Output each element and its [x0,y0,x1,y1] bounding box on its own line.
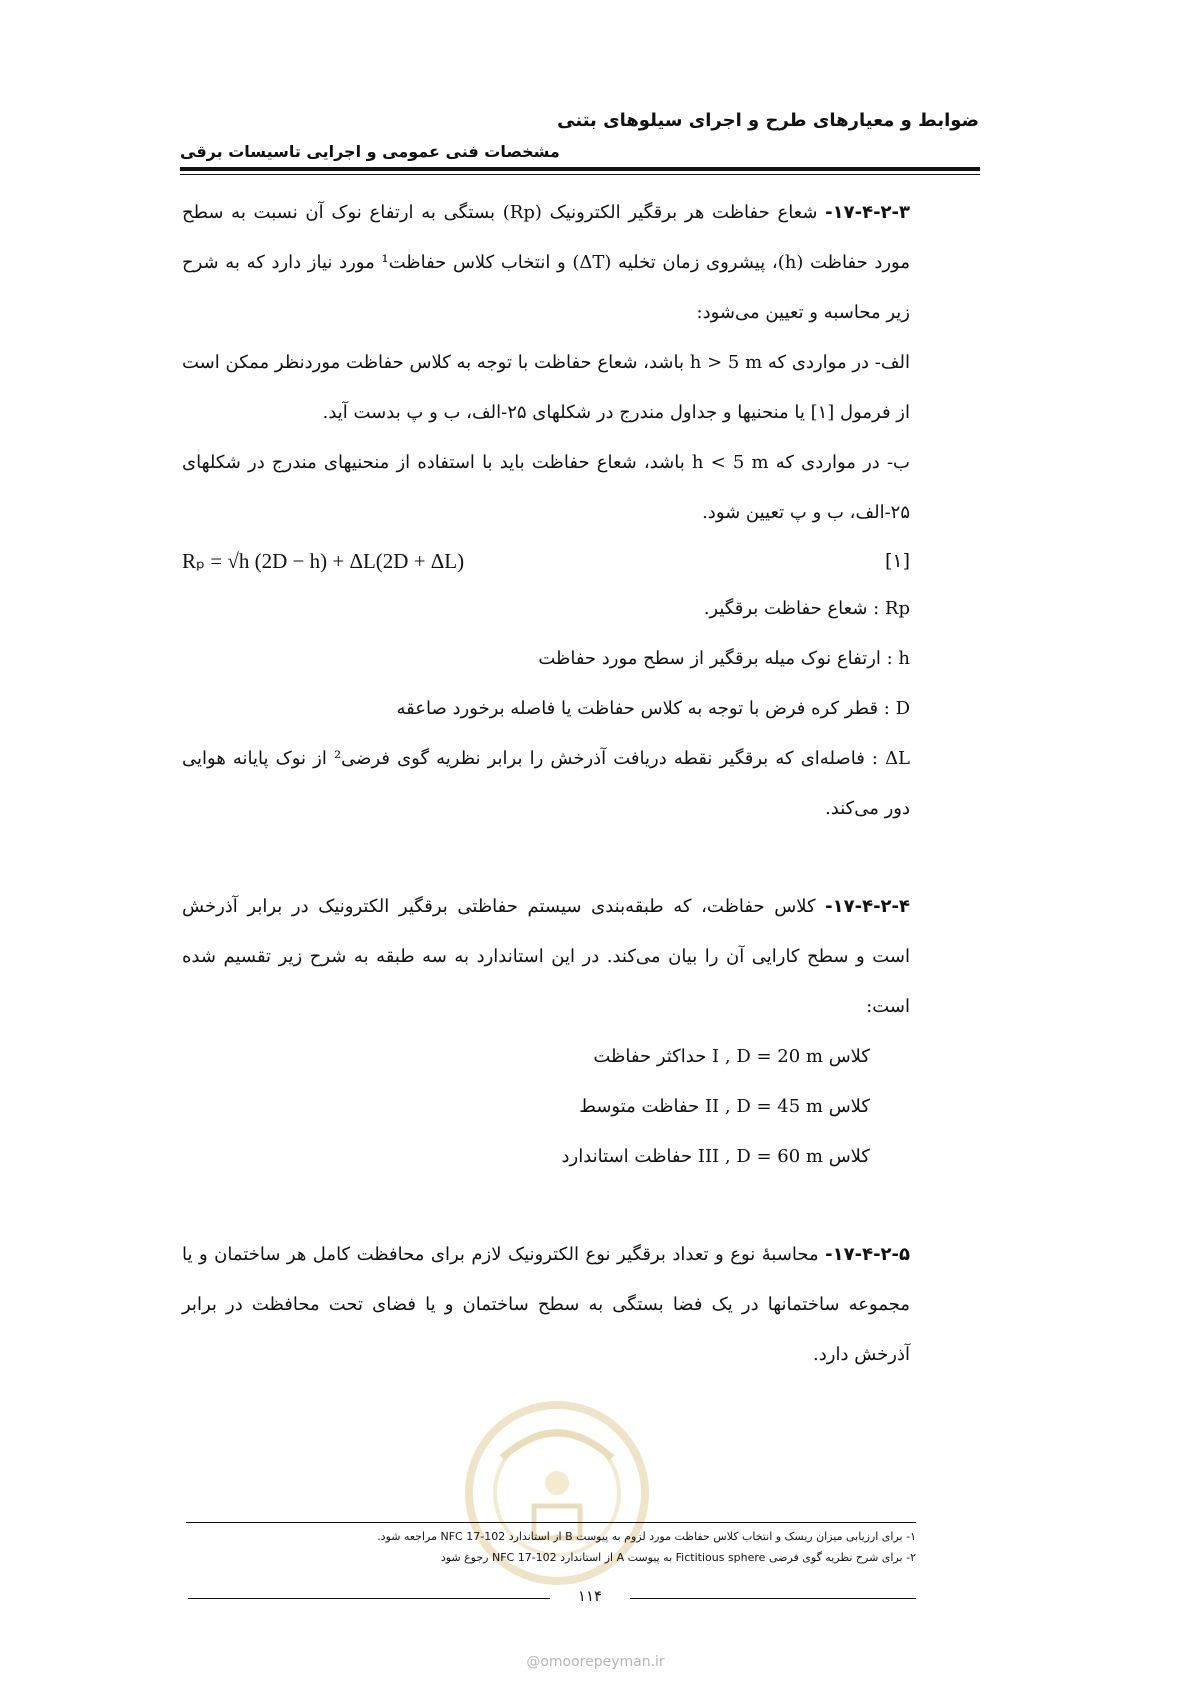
definition-h: h : ارتفاع نوک میله برقگیر از سطح مورد حفاظت [538,648,910,669]
class-item: کلاس II , D = 45 m حفاظت متوسط [579,1096,870,1117]
footnote-2: ۲- برای شرح نظریه گوی فرضی Fictitious sphere به پیوست A از استاندارد NFC 17-102 رجوع شود [440,1551,916,1564]
section-17-4-2-4 [182,882,910,1032]
definition-d: D : قطر کره فرض با توجه به کلاس حفاظت یا فاصله برخورد صاعقه [396,698,910,719]
spacer [182,834,910,882]
formula-row [182,538,910,584]
section-text: کلاس حفاظت، که طبقه‌بندی سیستم حفاظتی برقگیر الکترونیک در برابر آذرخش است و سطح کارایی آن را بیان می‌کند. در این استاندارد به سه طبقه به شرح زیر تقسیم شده است: [182,896,910,1017]
page-number-rule-right [630,1598,916,1599]
class-item: کلاس I , D = 20 m حداکثر حفاظت [593,1046,870,1067]
page-number: ۱۱۴ [560,1587,620,1605]
formula-expression: Rₚ = √h (2D − h) + ΔL(2D + ΔL) [182,549,465,573]
header-subtitle: مشخصات فنی عمومی و اجرایی تاسیسات برقی [180,142,560,161]
section-text: شعاع حفاظت هر برقگیر الکترونیک (Rp) بستگی به ارتفاع نوک آن نسبت به سطح مورد حفاظت (h)، پیشروی زمان تخلیه (ΔT) و انتخاب کلاس حفاظت¹ مورد نیاز دارد که به شرح زیر محاسبه و تعیین می‌شود: [182,202,910,323]
spacer [182,1182,910,1230]
section-17-4-2-3 [182,188,910,338]
footnotes [186,1526,916,1568]
class-list [182,1032,870,1182]
section-text: محاسبهٔ نوع و تعداد برقگیر نوع الکترونیک لازم برای محافظت کامل هر ساختمان و یا مجموعه ساختمانها در یک فضا بستگی به سطح ساختمان و یا فضای تحت محافظت در برابر آذرخش دارد. [182,1244,910,1365]
section-number: ۱۷-۴-۲-۵- [825,1244,910,1265]
header-rule-thick [180,167,980,171]
page-body [182,188,910,1380]
site-watermark-text: @omoorepeyman.ir [526,1654,665,1670]
header-title: ضوابط و معیارهای طرح و اجرای سیلوهای بتنی [557,110,979,131]
footnote-1: ۱- برای ارزیابی میزان ریسک و انتخاب کلاس حفاظت مورد لزوم به پیوست B از استاندارد NFC 17-102 مراجعه شود. [377,1530,916,1543]
definition-rp: Rp : شعاع حفاظت برقگیر. [703,598,910,619]
item-b: ب- در مواردی که h < 5 m باشد، شعاع حفاظت باید با استفاده از منحنیهای مندرج در شکلهای ۲۵-الف، ب و پ تعیین شود. [182,452,910,523]
section-17-4-2-5 [182,1230,910,1380]
header-rule-thin [180,174,980,175]
formula-number: [۱] [884,550,910,572]
page-number-rule-left [188,1598,550,1599]
class-item: کلاس III , D = 60 m حفاظت استاندارد [561,1146,870,1167]
item-a: الف- در مواردی که h > 5 m باشد، شعاع حفاظت با توجه به کلاس حفاظت موردنظر ممکن است از فرمول [۱] یا منحنیها و جداول مندرج در شکلهای ۲۵-الف، ب و پ بدست آید. [182,352,910,423]
section-number: ۱۷-۴-۲-۴- [825,896,910,917]
section-number: ۱۷-۴-۲-۳- [825,202,910,223]
definition-delta-l: ΔL : فاصله‌ای که برقگیر نقطه دریافت آذرخش را برابر نظریه گوی فرضی² از نوک پایانه هوایی دور می‌کند. [182,748,911,819]
footnote-rule [186,1522,916,1523]
